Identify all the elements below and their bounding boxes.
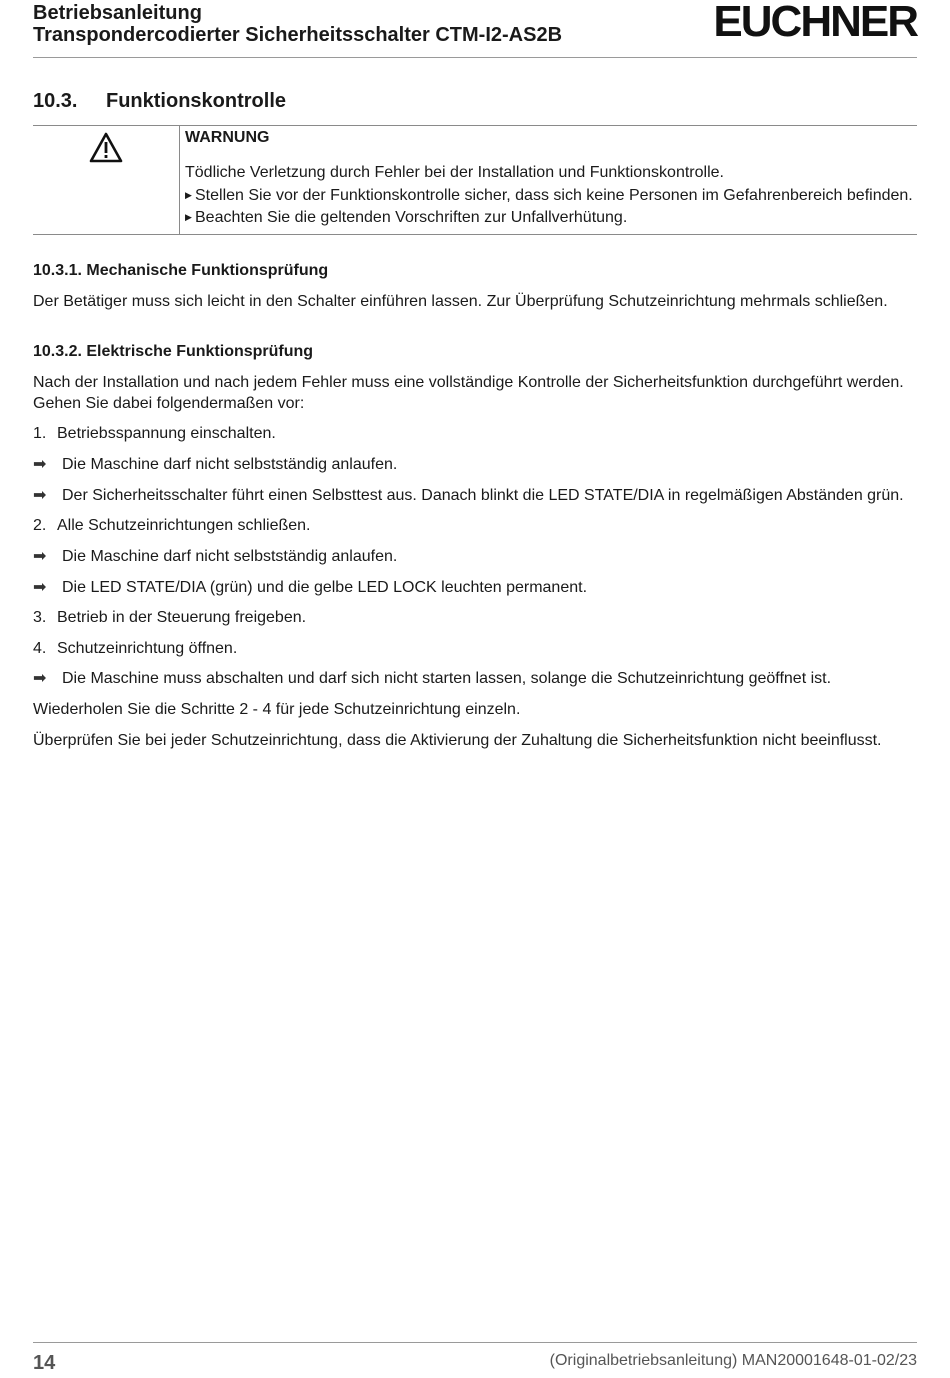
procedure-result: [33, 546, 397, 567]
result-arrow-icon: ➡: [33, 456, 47, 473]
electrical-intro-line: Nach der Installation und nach jedem Fehler muss eine vollständige Kontrolle der Sicherheitsfunktion durchgeführt werden.: [33, 374, 904, 391]
step-number: 2.: [33, 517, 47, 534]
document-title: Transpondercodierter Sicherheitsschalter CTM-I2-AS2B: [33, 24, 563, 46]
result-text: Die Maschine darf nicht selbstständig anlaufen.: [62, 548, 398, 565]
step-number: 4.: [33, 640, 47, 657]
step-text: Betriebsspannung einschalten.: [57, 425, 276, 442]
procedure-step: [33, 607, 306, 628]
document-type: Betriebsanleitung: [33, 2, 202, 24]
warning-title: WARNUNG: [185, 129, 270, 146]
mechanical-test-text: Der Betätiger muss sich leicht in den Schalter einführen lassen. Zur Überprüfung Schutzeinrichtung mehrmals schließen.: [33, 293, 888, 310]
warning-bullet-text: Stellen Sie vor der Funktionskontrolle sicher, dass sich keine Personen im Gefahrenbereich befinden.: [195, 187, 913, 204]
warning-triangle-icon: [89, 132, 123, 164]
bullet-triangle-icon: ▶: [185, 190, 192, 200]
procedure-step: [33, 515, 310, 536]
step-number: 1.: [33, 425, 47, 442]
warning-icon-cell: [33, 126, 180, 234]
closing-instruction: Überprüfen Sie bei jeder Schutzeinrichtung, dass die Aktivierung der Zuhaltung die Sicherheitsfunktion nicht beeinflusst.: [33, 732, 882, 749]
result-arrow-icon: ➡: [33, 579, 47, 596]
result-arrow-icon: ➡: [33, 548, 47, 565]
warning-bullet: [185, 184, 913, 207]
page-header: [33, 0, 917, 58]
result-arrow-icon: ➡: [33, 487, 47, 504]
warning-box: [33, 125, 917, 235]
euchner-logo: EUCHNER: [713, 0, 917, 46]
page-number: 14: [33, 1352, 56, 1374]
electrical-intro-line: Gehen Sie dabei folgendermaßen vor:: [33, 395, 305, 412]
result-arrow-icon: ➡: [33, 670, 47, 687]
result-text: Die Maschine muss abschalten und darf sich nicht starten lassen, solange die Schutzeinrichtung geöffnet ist.: [62, 670, 832, 687]
mechanical-test-heading: 10.3.1. Mechanische Funktionsprüfung: [33, 262, 329, 279]
procedure-step: [33, 423, 276, 444]
page-footer: [33, 1342, 917, 1378]
procedure-result: [33, 577, 587, 598]
result-text: Die LED STATE/DIA (grün) und die gelbe LED LOCK leuchten permanent.: [62, 579, 588, 596]
procedure-step: [33, 638, 237, 659]
section-number: 10.3.: [33, 90, 78, 112]
closing-instruction: Wiederholen Sie die Schritte 2 - 4 für jede Schutzeinrichtung einzeln.: [33, 701, 521, 718]
procedure-result: [33, 668, 831, 689]
section-heading: [33, 89, 286, 113]
step-number: 3.: [33, 609, 47, 626]
electrical-test-heading: 10.3.2. Elektrische Funktionsprüfung: [33, 343, 314, 360]
procedure-result: [33, 485, 904, 506]
warning-bullet: [185, 206, 627, 229]
document-reference: (Originalbetriebsanleitung) MAN20001648-01-02/23: [549, 1352, 917, 1369]
section-title: Funktionskontrolle: [106, 90, 286, 112]
warning-bullet-text: Beachten Sie die geltenden Vorschriften zur Unfallverhütung.: [195, 209, 628, 226]
step-text: Betrieb in der Steuerung freigeben.: [57, 609, 307, 626]
procedure-result: [33, 454, 397, 475]
step-text: Alle Schutzeinrichtungen schließen.: [57, 517, 311, 534]
warning-text: Tödliche Verletzung durch Fehler bei der Installation und Funktionskontrolle.: [185, 164, 724, 181]
bullet-triangle-icon: ▶: [185, 212, 192, 222]
result-text: Der Sicherheitsschalter führt einen Selbsttest aus. Danach blinkt die LED STATE/DIA in regelmäßigen Abständen grün.: [62, 487, 904, 504]
result-text: Die Maschine darf nicht selbstständig anlaufen.: [62, 456, 398, 473]
step-text: Schutzeinrichtung öffnen.: [57, 640, 238, 657]
